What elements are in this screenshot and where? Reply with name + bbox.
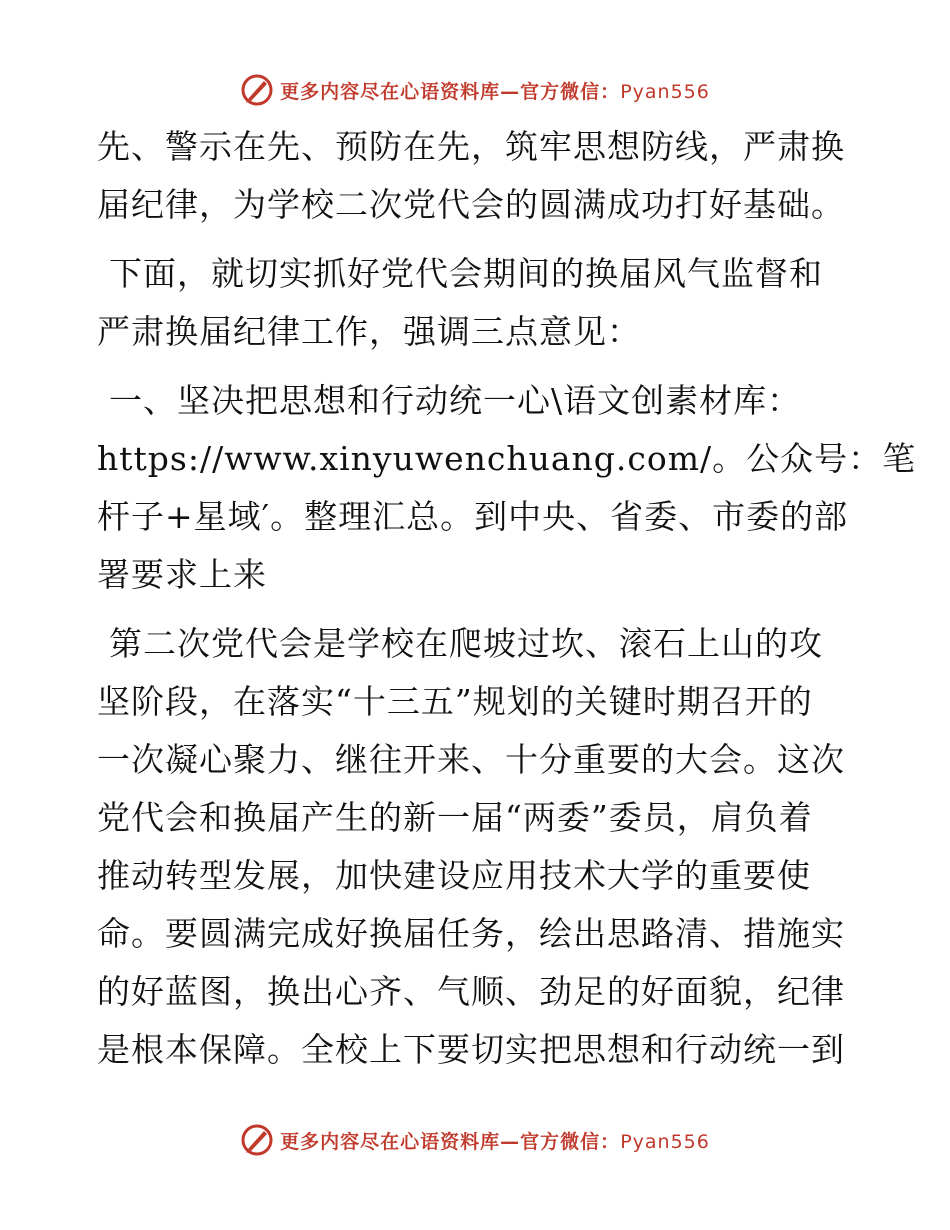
text-line: 一次凝心聚力、继往开来、十分重要的大会。这次 — [97, 740, 845, 779]
text-line: 第二次党代会是学校在爬坡过坎、滚石上山的攻 — [109, 624, 823, 663]
text-line: 的好蓝图，换出心齐、气顺、劲足的好面貌，纪律 — [97, 972, 845, 1011]
footer-banner-text: 更多内容尽在心语资料库—官方微信：Pyan556 — [280, 1130, 710, 1153]
paragraph-2 — [97, 245, 857, 361]
text-line: 杆子+星域′。整理汇总。到中央、省委、市委的部 — [97, 497, 849, 536]
text-line: 先、警示在先、预防在先，筑牢思想防线，严肃换 — [97, 127, 845, 166]
pen-logo-icon — [240, 73, 274, 107]
document-body — [97, 118, 917, 1079]
text-line: 届纪律，为学校二次党代会的圆满成功打好基础。 — [97, 185, 845, 224]
text-line: 推动转型发展，加快建设应用技术大学的重要使 — [97, 856, 811, 895]
text-line: 严肃换届纪律工作，强调三点意见： — [97, 312, 641, 351]
text-line: https://www.xinyuwenchuang.com/。公众号：笔 — [97, 439, 917, 478]
header-banner — [0, 70, 950, 110]
text-line: 党代会和换届产生的新一届“两委”委员，肩负着 — [97, 798, 813, 837]
pen-logo-icon — [240, 1123, 274, 1157]
text-line: 命。要圆满完成好换届任务，绘出思路清、措施实 — [97, 914, 845, 953]
header-banner-text: 更多内容尽在心语资料库—官方微信：Pyan556 — [280, 80, 710, 103]
footer-banner — [0, 1120, 950, 1160]
paragraph-1 — [97, 118, 857, 234]
text-line: 署要求上来 — [97, 555, 267, 594]
text-line: 一、坚决把思想和行动统一心\语文创素材库： — [109, 381, 802, 420]
text-line: 是根本保障。全校上下要切实把思想和行动统一到 — [97, 1030, 845, 1069]
paragraph-4 — [97, 615, 857, 1079]
text-line: 坚阶段，在落实“十三五”规划的关键时期召开的 — [97, 682, 813, 721]
text-line: 下面，就切实抓好党代会期间的换届风气监督和 — [109, 254, 823, 293]
paragraph-3 — [97, 372, 917, 604]
